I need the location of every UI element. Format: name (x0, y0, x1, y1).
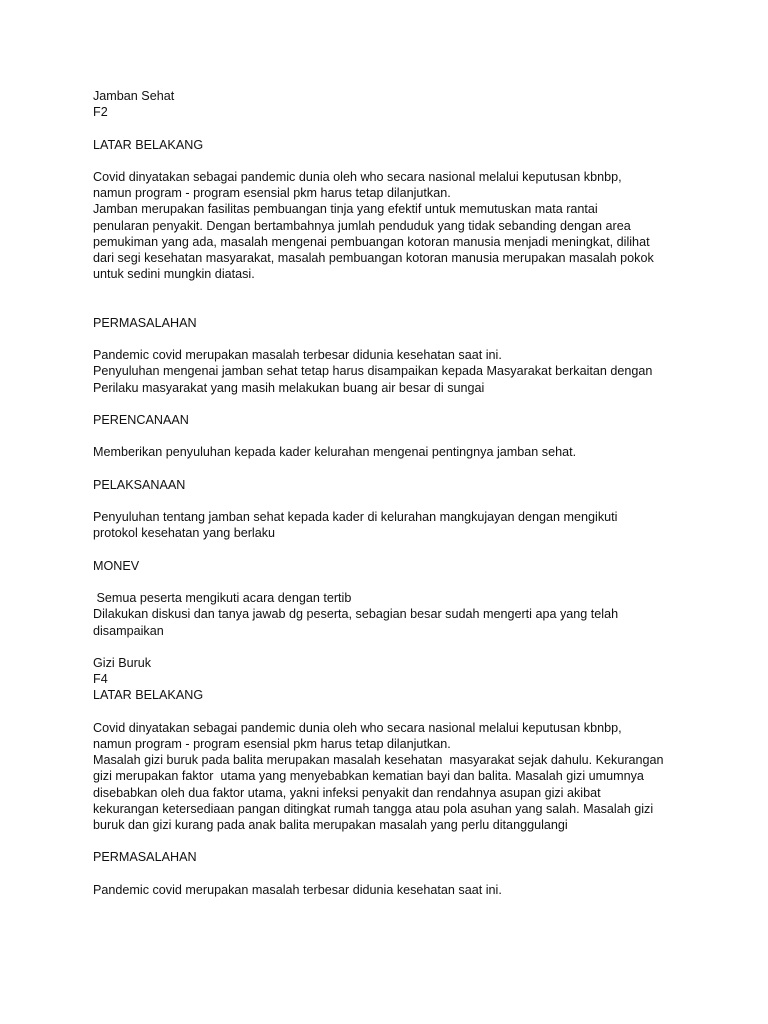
paragraph-line: Covid dinyatakan sebagai pandemic dunia oleh who secara nasional melalui keputusan kbnbp, (93, 169, 622, 184)
heading-permasalahan: PERMASALAHAN (93, 850, 197, 865)
heading-monev: MONEV (93, 558, 140, 573)
paragraph-line: buruk dan gizi kurang pada anak balita merupakan masalah yang perlu ditanggulangi (93, 817, 568, 832)
paragraph-line: Penyuluhan tentang jamban sehat kepada kader di kelurahan mangkujayan dengan mengikuti (93, 510, 618, 525)
paragraph-line: Dilakukan diskusi dan tanya jawab dg peserta, sebagian besar sudah mengerti apa yang telah (93, 607, 619, 622)
paragraph-line: untuk sedini mungkin diatasi. (93, 267, 255, 282)
paragraph-line: kekurangan ketersediaan pangan ditingkat rumah tangga atau pola asuhan yang salah. Masalah gizi (93, 801, 654, 816)
heading-perencanaan: PERENCANAAN (93, 412, 189, 427)
section-code: F2 (93, 105, 108, 120)
paragraph-line: Perilaku masyarakat yang masih melakukan buang air besar di sungai (93, 380, 485, 395)
heading-latar-belakang: LATAR BELAKANG (93, 137, 204, 152)
heading-pelaksanaan: PELAKSANAAN (93, 477, 186, 492)
paragraph-line: gizi merupakan faktor utama yang menyebabkan kematian bayi dan balita. Masalah gizi umumnya (93, 769, 644, 784)
paragraph-line: disampaikan (93, 623, 164, 638)
paragraph-line: protokol kesehatan yang berlaku (93, 526, 276, 541)
paragraph-line: pemukiman yang ada, masalah mengenai pembuangan kotoran manusia menjadi meningkat, dilihat (93, 234, 650, 249)
section-title: Jamban Sehat (93, 89, 175, 103)
paragraph-line: Covid dinyatakan sebagai pandemic dunia oleh who secara nasional melalui keputusan kbnbp, (93, 720, 622, 735)
paragraph-line: dari segi kesehatan masyarakat, masalah pembuangan kotoran manusia merupakan masalah pokok (93, 251, 654, 265)
section-code: F4 (93, 672, 108, 687)
paragraph-line: namun program - program esensial pkm harus tetap dilanjutkan. (93, 736, 451, 751)
paragraph-line: Pandemic covid merupakan masalah terbesar didunia kesehatan saat ini. (93, 348, 502, 363)
paragraph-line: disebabkan oleh dua faktor utama, yakni infeksi penyakit dan rendahnya asupan gizi akibat (93, 785, 601, 800)
document-body (93, 88, 693, 898)
paragraph-line: penularan penyakit. Dengan bertambahnya jumlah penduduk yang tidak sebanding dengan area (93, 218, 631, 233)
paragraph-line: Penyuluhan mengenai jamban sehat tetap harus disampaikan kepada Masyarakat berkaitan dengan (93, 364, 653, 379)
heading-latar-belakang: LATAR BELAKANG (93, 688, 204, 703)
section-title: Gizi Buruk (93, 655, 152, 670)
paragraph-line: Pandemic covid merupakan masalah terbesar didunia kesehatan saat ini. (93, 882, 502, 897)
heading-permasalahan: PERMASALAHAN (93, 315, 197, 330)
paragraph-line: Semua peserta mengikuti acara dengan tertib (93, 591, 352, 606)
paragraph-line: Masalah gizi buruk pada balita merupakan masalah kesehatan masyarakat sejak dahulu. Kekurangan (93, 753, 664, 768)
paragraph-line: Memberikan penyuluhan kepada kader kelurahan mengenai pentingnya jamban sehat. (93, 445, 577, 460)
paragraph-line: Jamban merupakan fasilitas pembuangan tinja yang efektif untuk memutuskan mata rantai (93, 202, 598, 217)
paragraph-line: namun program - program esensial pkm harus tetap dilanjutkan. (93, 186, 451, 201)
